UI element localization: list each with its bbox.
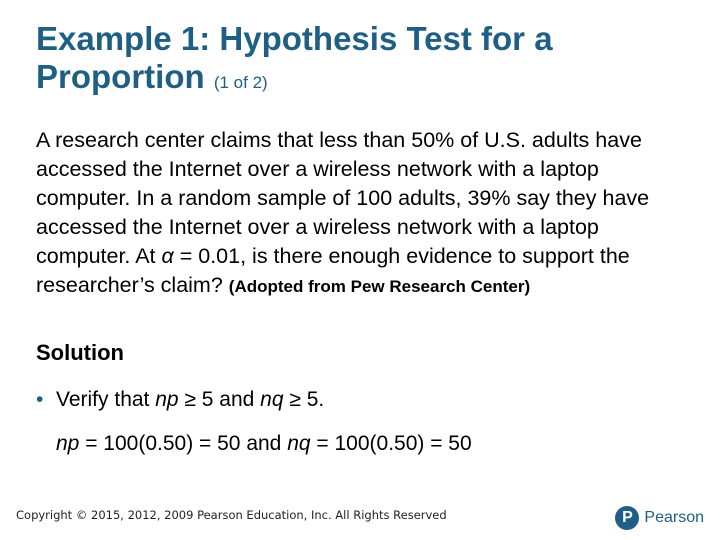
problem-text: A research center claims that less than 50% of U.S. adults have accessed the Internet over a wireless network with a laptop computer. In a random sample of 100 adults, 39% say they have accessed the Internet over a wireless network with a laptop computer. At	[36, 128, 650, 268]
pearson-logo	[615, 505, 704, 531]
problem-statement	[36, 126, 696, 300]
slide-title	[36, 20, 696, 102]
calculation-line	[56, 430, 472, 458]
calc-np-value: = 100(0.50) = 50 and	[79, 432, 288, 455]
slide-title-sub: (1 of 2)	[213, 73, 268, 92]
bullet-prefix: Verify that	[56, 388, 156, 411]
pearson-logo-text: Pearson	[644, 509, 704, 526]
bullet-icon: •	[36, 388, 44, 411]
bullet-item	[36, 386, 324, 414]
alpha-symbol: α	[161, 244, 174, 268]
solution-heading: Solution	[36, 340, 124, 365]
pearson-logo-icon: P	[615, 506, 639, 530]
copyright-footer: Copyright © 2015, 2012, 2009 Pearson Education, Inc. All Rights Reserved	[16, 508, 447, 522]
slide-title-main: Example 1: Hypothesis Test for a Proportion	[36, 20, 553, 95]
calc-nq-value: = 100(0.50) = 50	[310, 432, 472, 455]
np-term: np	[155, 388, 179, 411]
bullet-end: ≥ 5.	[283, 388, 325, 411]
problem-text-cont: = 0.01, is there enough evidence to support the researcher’s claim?	[36, 244, 630, 297]
bullet-mid: ≥ 5 and	[178, 388, 261, 411]
calc-nq-term: nq	[287, 432, 311, 455]
nq-term: nq	[260, 388, 284, 411]
source-note: (Adopted from Pew Research Center)	[228, 277, 531, 296]
calc-np-term: np	[56, 432, 80, 455]
